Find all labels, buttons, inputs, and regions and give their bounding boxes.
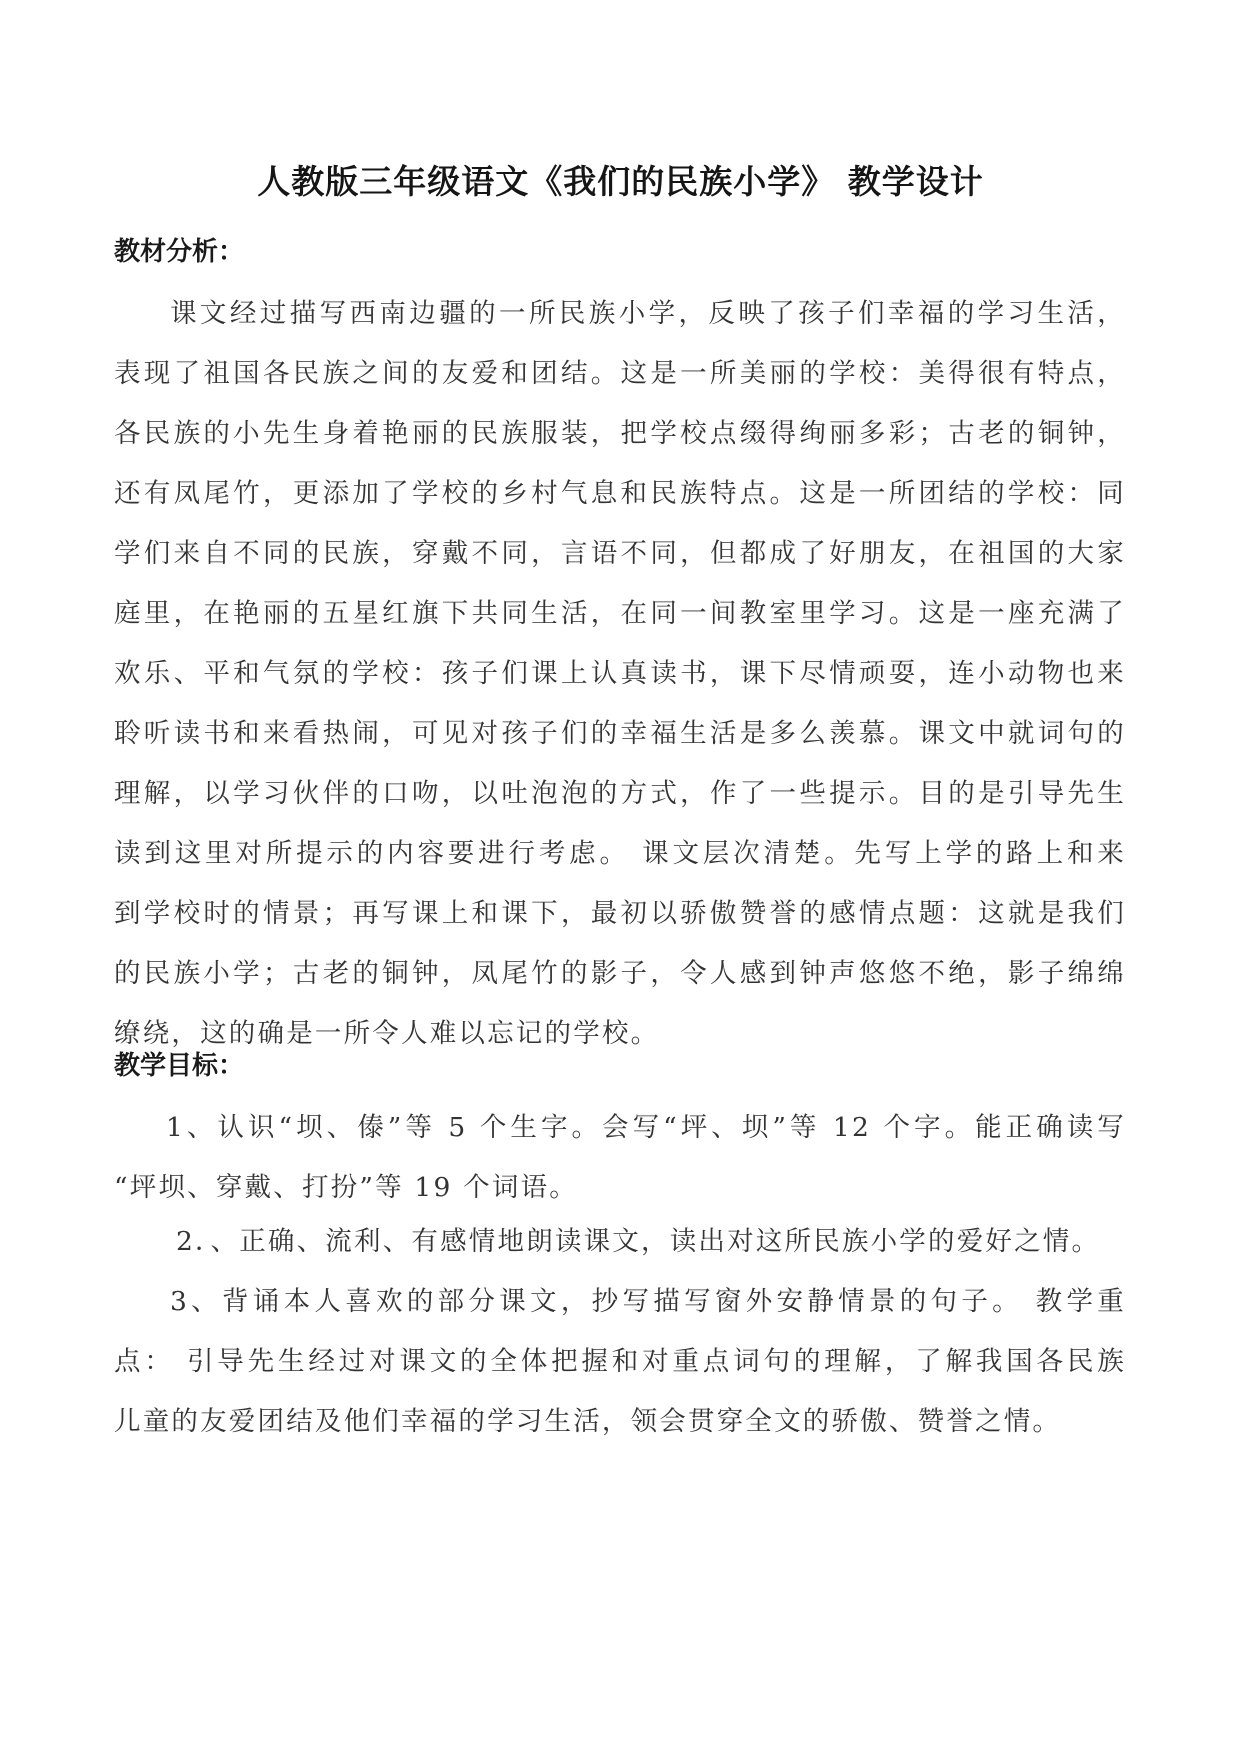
analysis-line: 学们来自不同的民族，穿戴不同，言语不同，但都成了好朋友，在祖国的大家	[114, 538, 1126, 569]
section-heading-analysis: 教材分析：	[114, 237, 245, 267]
goal-1	[114, 1098, 1126, 1218]
goal-1-line: “坪坝、穿戴、打扮”等 19 个词语。	[114, 1172, 578, 1203]
section-heading-goals: 教学目标：	[114, 1051, 245, 1081]
goal-3-line: 3、背诵本人喜欢的部分课文，抄写描写窗外安静情景的句子。 教学重	[170, 1286, 1126, 1317]
analysis-line: 读到这里对所提示的内容要进行考虑。 课文层次清楚。先写上学的路上和来	[114, 838, 1126, 869]
goal-1-line: 1、认识“坝、傣”等 5 个生字。会写“坪、坝”等 12 个字。能正确读写	[166, 1112, 1126, 1143]
analysis-line: 缭绕，这的确是一所令人难以忘记的学校。	[114, 1018, 660, 1049]
analysis-line: 各民族的小先生身着艳丽的民族服装，把学校点缀得绚丽多彩；古老的铜钟，	[114, 418, 1126, 449]
goal-2: 2．、正确、流利、有感情地朗读课文，读出对这所民族小学的爱好之情。	[176, 1226, 1101, 1257]
analysis-line: 理解，以学习伙伴的口吻，以吐泡泡的方式，作了一些提示。目的是引导先生	[114, 778, 1126, 809]
analysis-line: 到学校时的情景；再写课上和课下，最初以骄傲赞誉的感情点题：这就是我们	[114, 898, 1126, 929]
analysis-line: 庭里，在艳丽的五星红旗下共同生活，在同一间教室里学习。这是一座充满了	[114, 598, 1126, 629]
analysis-line: 的民族小学；古老的铜钟，凤尾竹的影子，令人感到钟声悠悠不绝，影子绵绵	[114, 958, 1126, 989]
goal-3	[114, 1272, 1126, 1452]
analysis-line: 欢乐、平和气氛的学校：孩子们课上认真读书，课下尽情顽耍，连小动物也来	[114, 658, 1126, 689]
analysis-line: 表现了祖国各民族之间的友爱和团结。这是一所美丽的学校：美得很有特点，	[114, 358, 1126, 389]
analysis-paragraph	[114, 284, 1126, 1064]
analysis-line: 聆听读书和来看热闹，可见对孩子们的幸福生活是多么羡慕。课文中就词句的	[114, 718, 1126, 749]
analysis-line: 还有凤尾竹，更添加了学校的乡村气息和民族特点。这是一所团结的学校：同	[114, 478, 1126, 509]
goal-3-line: 儿童的友爱团结及他们幸福的学习生活，领会贯穿全文的骄傲、赞誉之情。	[114, 1406, 1062, 1437]
analysis-line: 课文经过描写西南边疆的一所民族小学，反映了孩子们幸福的学习生活，	[170, 298, 1126, 329]
document-title: 人教版三年级语文《我们的民族小学》 教学设计	[257, 162, 984, 201]
goal-3-line: 点： 引导先生经过对课文的全体把握和对重点词句的理解，了解我国各民族	[114, 1346, 1126, 1377]
